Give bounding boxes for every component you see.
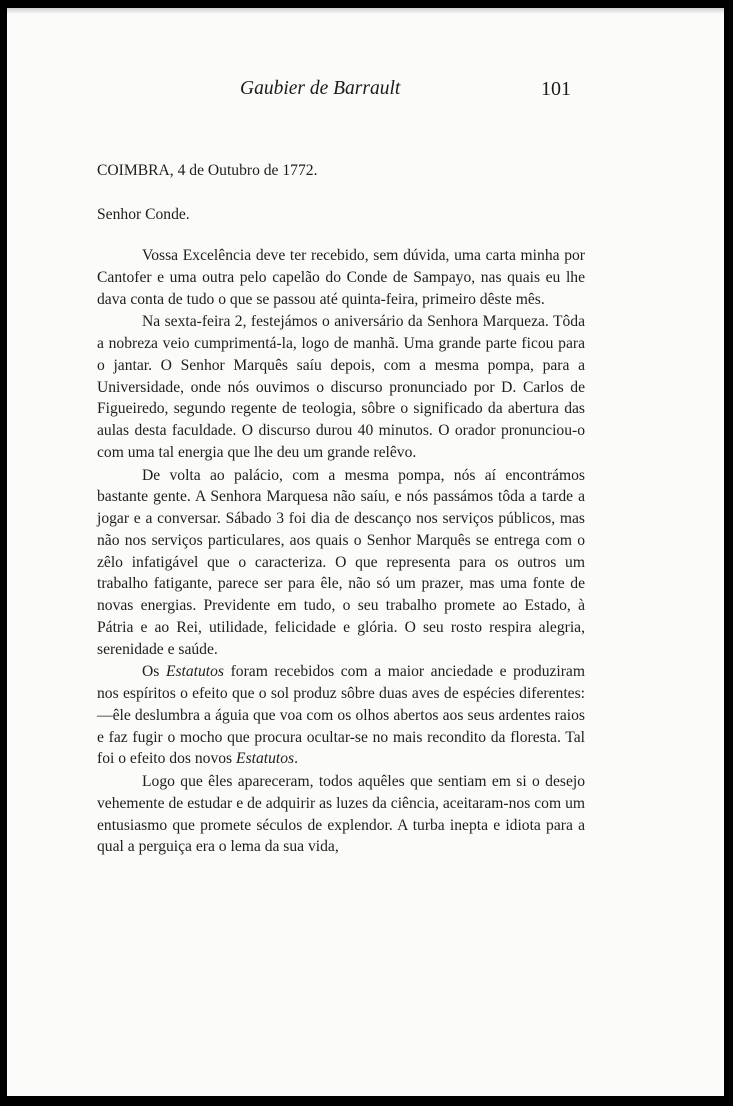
paragraph-4-middle: foram recebidos com a maior anciedade e produziram nos espíritos o efeito que o sol produz sôbre duas aves de espécies diferentes:—êle deslumbra a águia que voa com os olhos abertos aos seus ardentes raios e faz fugir o mocho que procura ocultar-se no mais recondito da floresta. Tal foi o efeito dos novos	[97, 663, 585, 768]
paragraph-4-end: .	[294, 750, 299, 768]
book-page	[7, 8, 724, 1096]
paragraph-3: De volta ao palácio, com a mesma pompa, nós aí encontrámos bastante gente. A Senhora Marquesa não saíu, e nós passámos tôda a tarde a jogar e a conversar. Sábado 3 foi dia de descanço nos serviços públicos, mas não nos serviços particulares, aos quais o Senhor Marquês se entrega com o zêlo infatigável que o caracteriza. O que representa para os outros um trabalho fatigante, parece ser para êle, não só um prazer, mas uma fonte de novas energias. Previdente em tudo, o seu trabalho promete ao Estado, à Pátria e ao Rei, utilidade, felicidade e glória. O seu rosto respira alegria, serenidade e saúde.	[97, 466, 585, 658]
paragraph-5: Logo que êles apareceram, todos aquêles que sentiam em si o desejo vehemente de estudar e de adquirir as luzes da ciência, aceitaram-nos com um entusiasmo que promete séculos de explendor. A turba inepta e idiota para a qual a perguiça era o lema da sua vida,	[97, 773, 585, 856]
page-top-edge	[7, 8, 724, 14]
paragraph-2: Na sexta-feira 2, festejámos o aniversário da Senhora Marqueza. Tôda a nobreza veio cumprimentá-la, logo de manhã. Uma grande parte ficou para o jantar. O Senhor Marquês saíu depois, com a mesma pompa, para a Universidade, onde nós ouvimos o discurso pronunciado por D. Carlos de Figueiredo, segundo regente de teologia, sôbre o significado da abertura das aulas desta faculdade. O discurso durou 40 minutos. O orador pronunciou-o com uma tal energia que lhe deu um grande relêvo.	[97, 313, 585, 461]
letter-body	[97, 245, 585, 858]
letter-dateline: COIMBRA, 4 de Outubro de 1772.	[97, 162, 318, 179]
paragraph-1: Vossa Excelência deve ter recebido, sem dúvida, uma carta minha por Cantofer e uma outra pelo capelão do Conde de Sampayo, nas quais eu lhe dava conta de tudo o que se passou até quinta-feira, primeiro dêste mês.	[97, 247, 585, 308]
estatutos-title-1: Estatutos	[165, 663, 224, 681]
page-number: 101	[541, 78, 571, 100]
estatutos-title-2: Estatutos	[236, 750, 295, 768]
running-head-title: Gaubier de Barrault	[240, 78, 401, 99]
letter-salutation: Senhor Conde.	[97, 206, 190, 223]
paragraph-4-start: Os	[142, 663, 160, 681]
paragraph-4	[97, 661, 585, 770]
